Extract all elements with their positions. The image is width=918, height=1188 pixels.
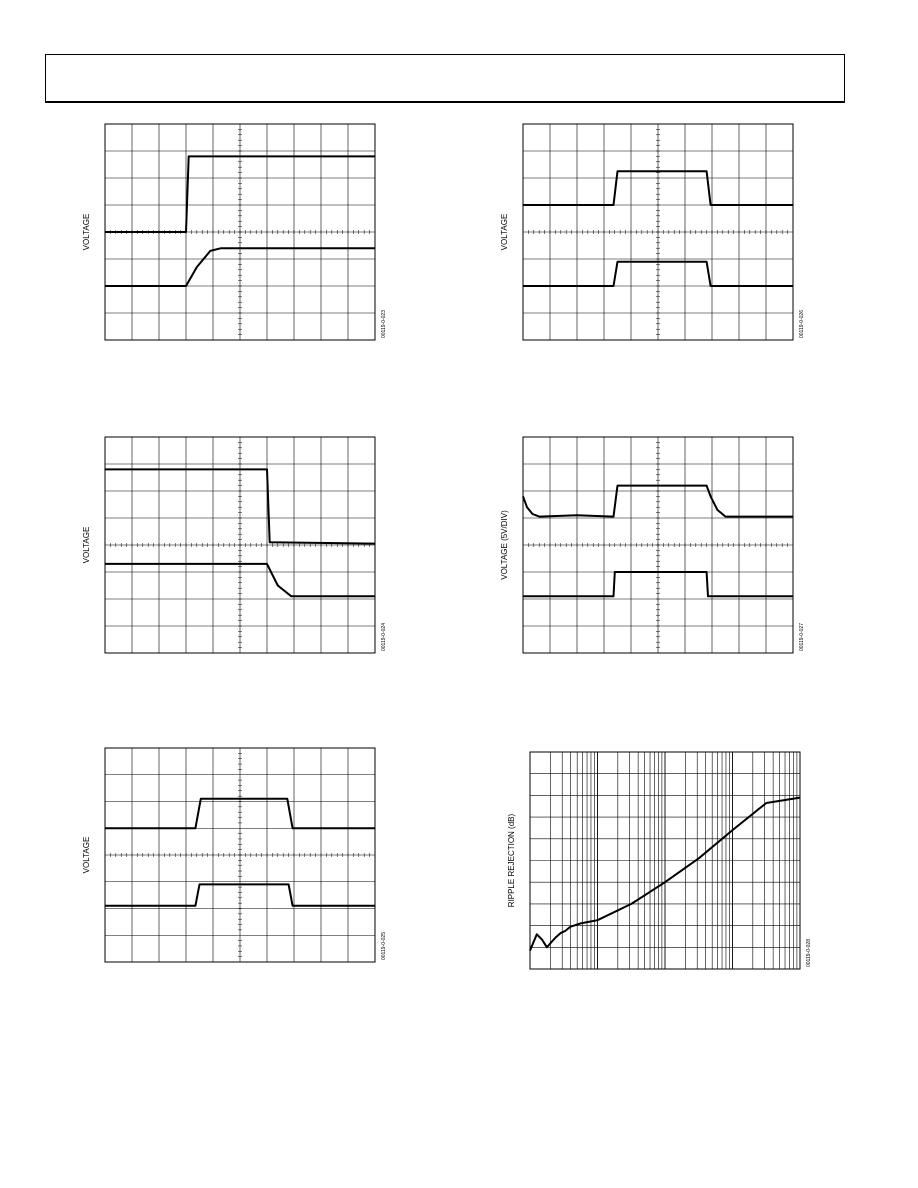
chart-2 [500,124,805,340]
figure-id: 00119-0-027 [799,623,805,651]
chart-5 [82,748,387,962]
figure-id: 00119-0-025 [381,932,387,960]
y-axis-label: VOLTAGE [500,213,509,251]
chart-4 [500,437,805,653]
chart-3 [82,437,387,653]
y-axis-label: VOLTAGE (5V/DIV) [500,510,509,580]
chart-1 [82,124,387,340]
y-axis-label: VOLTAGE [82,213,91,251]
y-axis-label: VOLTAGE [82,526,91,564]
chart-6 [507,752,812,969]
figure-id: 00119-0-028 [806,939,812,967]
y-axis-label: RIPPLE REJECTION (dB) [507,813,516,908]
figure-id: 00119-0-024 [381,623,387,651]
figure-id: 00119-0-026 [799,310,805,338]
figure-id: 00119-0-023 [381,310,387,338]
y-axis-label: VOLTAGE [82,836,91,874]
